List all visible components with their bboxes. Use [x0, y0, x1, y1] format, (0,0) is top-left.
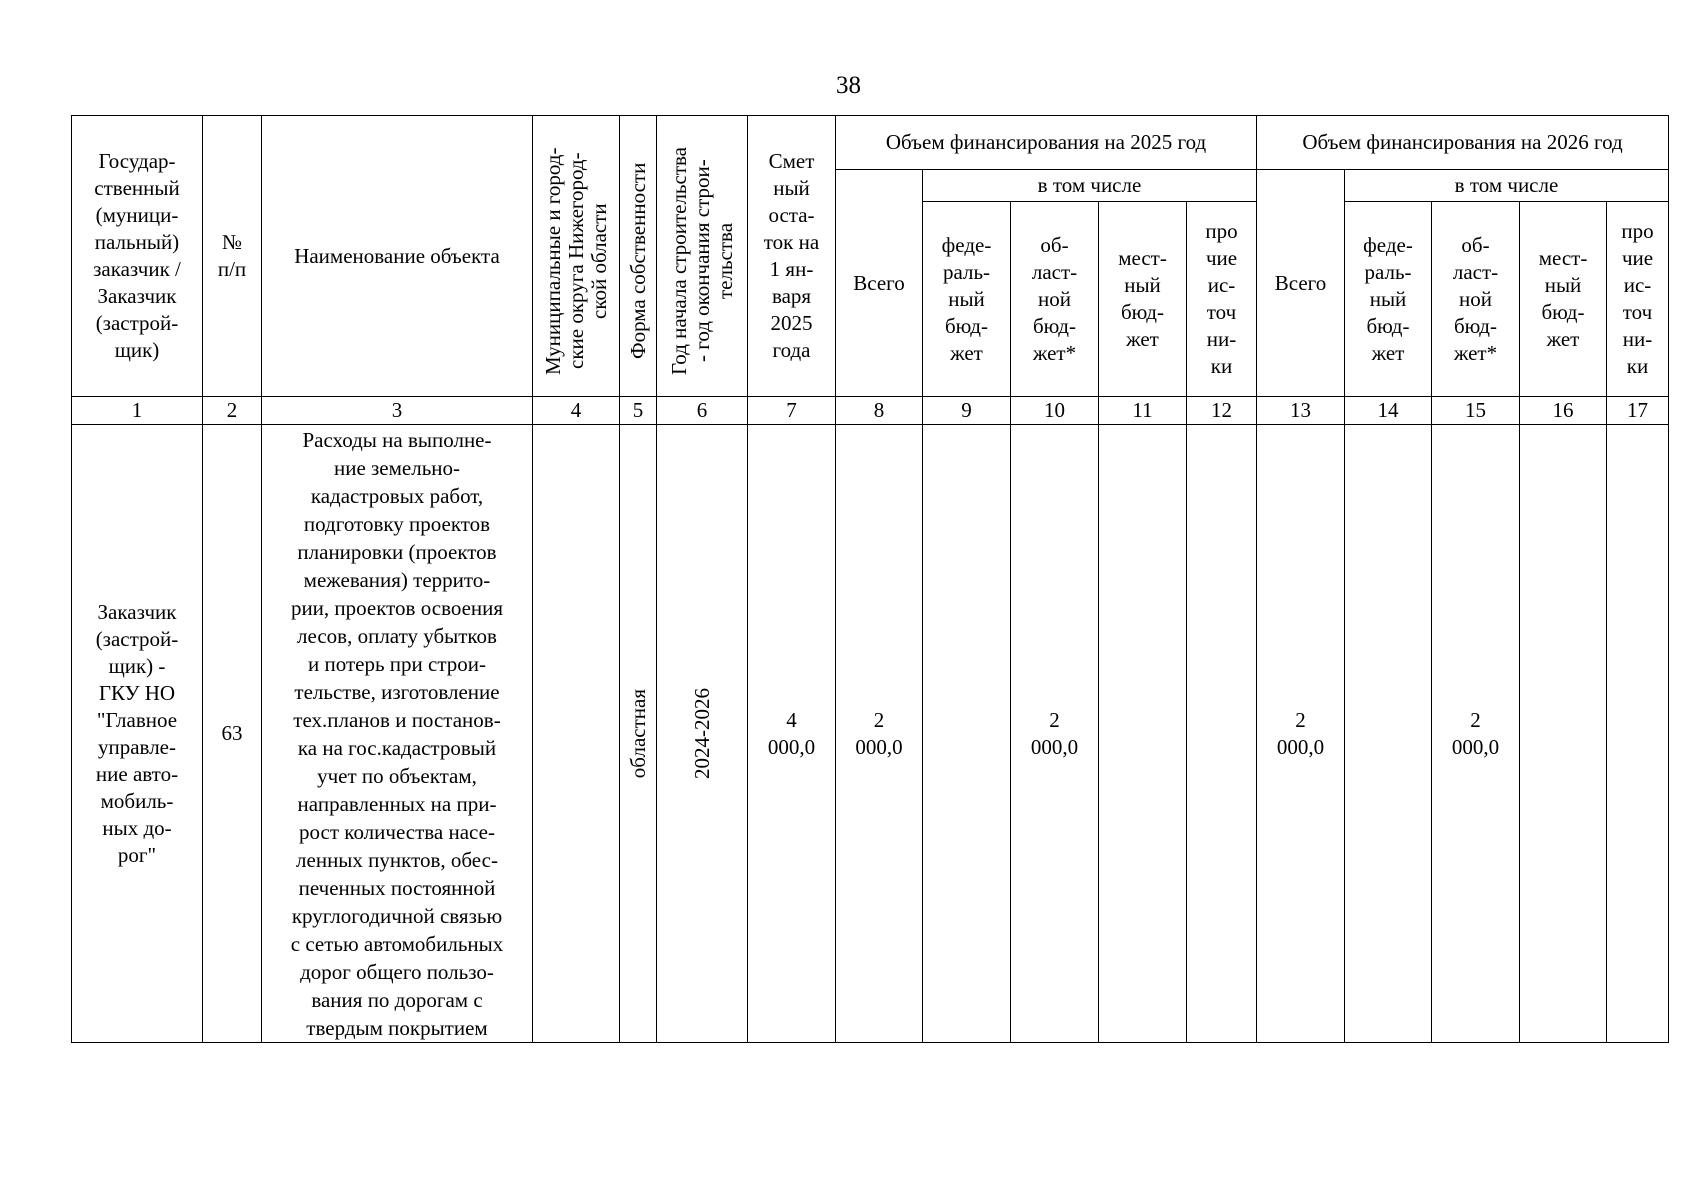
- row-local-2025: [1099, 425, 1187, 1043]
- financing-table: [71, 115, 1669, 1043]
- column-number: 16: [1520, 397, 1607, 425]
- header-federal-2026: феде- раль- ный бюд- жет: [1345, 202, 1432, 397]
- row-object: Расходы на выполне- ние земельно- кадастровых работ, подготовку проектов планировки (проектов межевания) террито- рии, проектов освоения лесов, оплату убытков и потерь при строи- тельстве, изготовление тех.планов и постанов- ка на гос.кадастровый учет по объектам, направленных на при- рост количества насе- ленных пунктов, обес- печенных постоянной круглогодичной связью с сетью автомобильных дорог общего пользо- вания по дорогам с твердым покрытием: [262, 425, 533, 1043]
- header-total-2026: Всего: [1257, 170, 1345, 397]
- header-fin-2025: Объем финансирования на 2025 год: [836, 116, 1257, 170]
- column-number: 6: [657, 397, 748, 425]
- column-number: 15: [1432, 397, 1520, 425]
- header-other-2026: про чие ис- точ ни- ки: [1607, 202, 1669, 397]
- header-total-2025: Всего: [836, 170, 923, 397]
- header-customer: Государ- ственный (муници- пальный) заказчик / Заказчик (застрой- щик): [72, 116, 203, 397]
- header-local-2025: мест- ный бюд- жет: [1099, 202, 1187, 397]
- table-row: [72, 425, 1669, 1043]
- column-number: 3: [262, 397, 533, 425]
- column-number: 1: [72, 397, 203, 425]
- row-other-2026: [1607, 425, 1669, 1043]
- row-federal-2025: [923, 425, 1011, 1043]
- column-number-row: [72, 397, 1669, 425]
- header-other-2025: про чие ис- точ ни- ки: [1187, 202, 1257, 397]
- header-years: Год начала строительства - год окончания строи- тельства: [657, 116, 748, 397]
- header-object-name: Наименование объекта: [262, 116, 533, 397]
- row-regional-2026: 2 000,0: [1432, 425, 1520, 1043]
- column-number: 4: [533, 397, 620, 425]
- column-number: 11: [1099, 397, 1187, 425]
- page-number: 38: [836, 72, 861, 99]
- header-ownership: Форма собственности: [620, 116, 657, 397]
- column-number: 5: [620, 397, 657, 425]
- row-num: 63: [203, 425, 262, 1043]
- row-local-2026: [1520, 425, 1607, 1043]
- header-fin-2026: Объем финансирования на 2026 год: [1257, 116, 1669, 170]
- column-number: 12: [1187, 397, 1257, 425]
- header-federal-2025: феде- раль- ный бюд- жет: [923, 202, 1011, 397]
- column-number: 17: [1607, 397, 1669, 425]
- column-number: 7: [748, 397, 836, 425]
- row-ownership: областная: [620, 425, 657, 1043]
- row-other-2025: [1187, 425, 1257, 1043]
- column-number: 8: [836, 397, 923, 425]
- header-including-2026: в том числе: [1345, 170, 1669, 202]
- row-customer: Заказчик (застрой- щик) - ГКУ НО "Главное управле- ние авто- мобиль- ных до- рог": [72, 425, 203, 1043]
- row-years: 2024-2026: [657, 425, 748, 1043]
- column-number: 13: [1257, 397, 1345, 425]
- header-regional-2025: об- ласт- ной бюд- жет*: [1011, 202, 1099, 397]
- column-number: 9: [923, 397, 1011, 425]
- row-municipal: [533, 425, 620, 1043]
- column-number: 2: [203, 397, 262, 425]
- column-number: 14: [1345, 397, 1432, 425]
- header-num: № п/п: [203, 116, 262, 397]
- header-municipal: Муниципальные и город- ские округа Нижегород- ской области: [533, 116, 620, 397]
- row-total-2026: 2 000,0: [1257, 425, 1345, 1043]
- row-estimate: 4 000,0: [748, 425, 836, 1043]
- row-federal-2026: [1345, 425, 1432, 1043]
- column-number: 10: [1011, 397, 1099, 425]
- header-regional-2026: об- ласт- ной бюд- жет*: [1432, 202, 1520, 397]
- header-estimate: Смет ный оста- ток на 1 ян- варя 2025 года: [748, 116, 836, 397]
- row-total-2025: 2 000,0: [836, 425, 923, 1043]
- header-local-2026: мест- ный бюд- жет: [1520, 202, 1607, 397]
- header-including-2025: в том числе: [923, 170, 1257, 202]
- row-regional-2025: 2 000,0: [1011, 425, 1099, 1043]
